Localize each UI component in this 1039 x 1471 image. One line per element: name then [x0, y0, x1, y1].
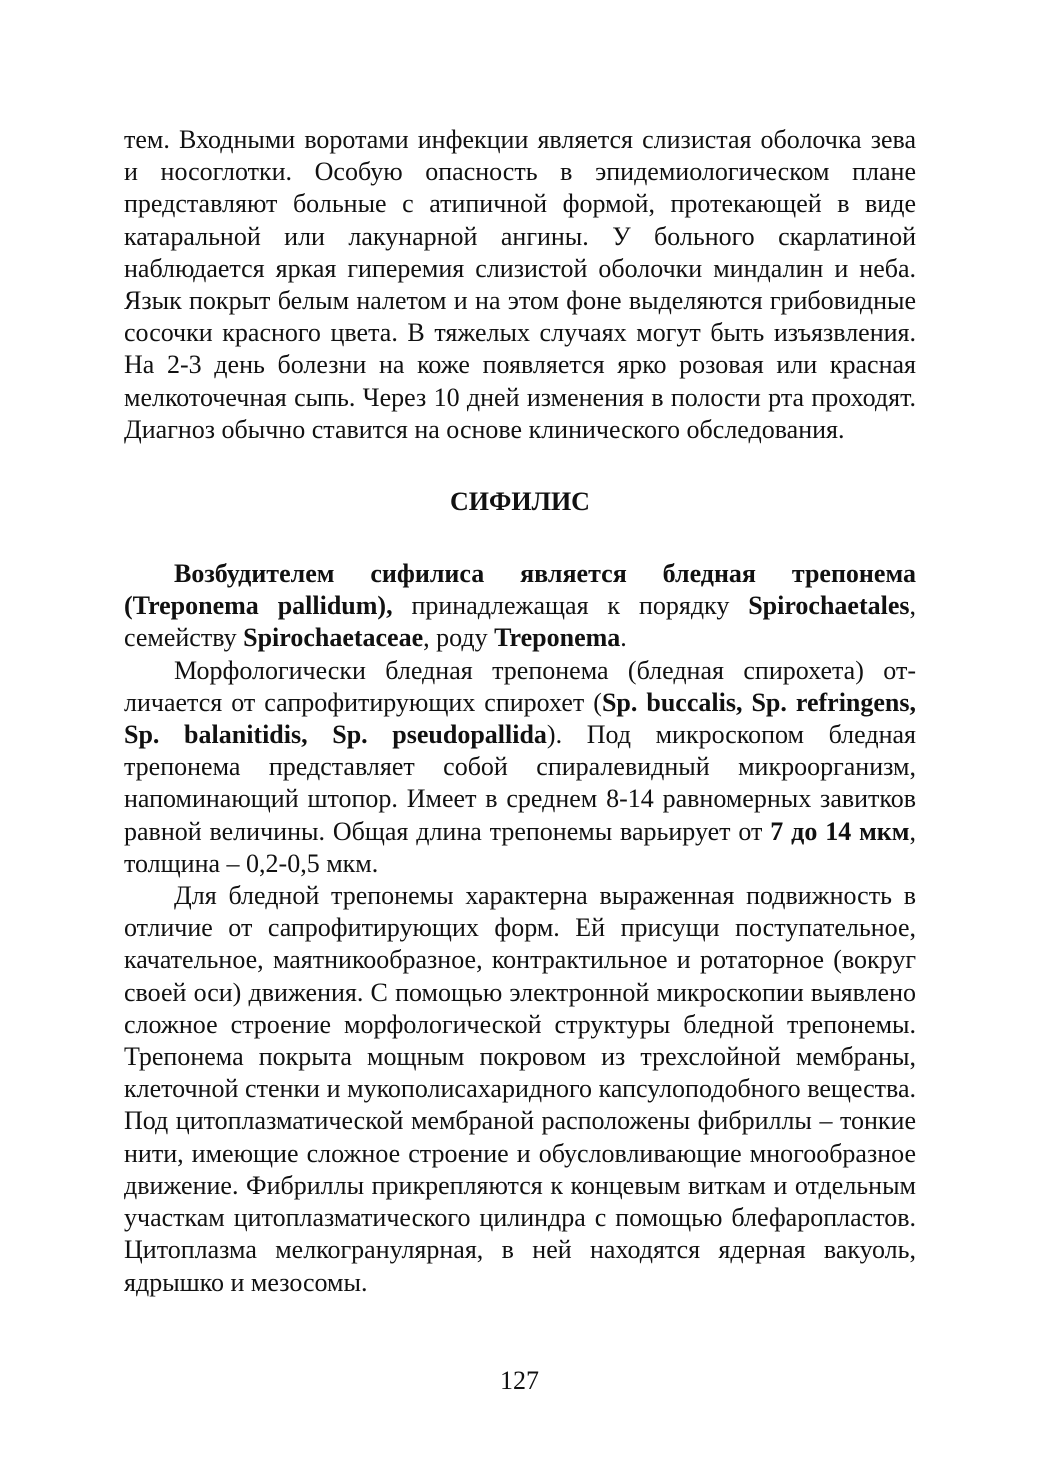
paragraph-scarlet-fever: тем. Входными воротами инфекции является слизистая оболочка зева и носоглотки. Особую опасность в эпидемиологическом плане представляют больные с атипичной формой, протекающей в виде катаральной или лакунарной ангины. У больного скарлатиной наблюдается яркая гиперемия слизистой оболочки миндалин и неба. Язык покрыт белым налетом и на этом фоне выделяются грибовидные сосочки красного цвета. В тяжелых случаях могут быть изъязвления. На 2-3 день болезни на коже появляется ярко розовая или красная мелкоточечная сыпь. Через 10 дней изменения в полости рта проходят. Диагноз обычно ставится на основе клинического обследования.: [124, 125, 916, 444]
morphology-text-3: , толщина – 0,2-0,5 мкм.: [124, 816, 916, 878]
paragraph-morphology: [124, 655, 916, 880]
paragraph-end: .: [620, 623, 627, 653]
genus-prefix: , роду: [423, 623, 495, 653]
family-name: Spirochaetaceae: [243, 623, 424, 653]
paragraph-pathogen: [124, 558, 916, 655]
morphology-text-2: ). Под микроскопом бледная трепонема представляет собой спиралевидный микроорганизм, напоминающий штопор. Имеет в среднем 8-14 равномерных завитков равной величины. Общая длина трепонемы варьирует от: [124, 720, 916, 846]
length-range: 7 до 14 мкм: [770, 816, 910, 846]
spirochete-species: Sp. buccalis, Sp. refringens, Sp. balanitidis, Sp. pseudopallida: [124, 687, 917, 750]
section-heading-syphilis: СИФИЛИС: [450, 487, 590, 517]
page-number: 127: [500, 1366, 539, 1395]
order-name: Spirochaetales: [748, 591, 910, 621]
paragraph-motility: Для бледной трепонемы характерна выраженная подвижность в отличие от сапрофитирующих форм. Ей присущи поступательное, качательное, маятникообразное, контрактильное и ротаторное (вокруг своей оси) движения. С помощью электронной микроскопии выявлено сложное строение морфологической структуры бледной трепонемы. Трепонема покрыта мощным покровом из трехслойной мембраны, клеточной стенки и мукополисахаридного капсулоподобного вещества. Под цитоплазматической мембраной расположены фибриллы – тонкие нити, имеющие сложное строение и обусловливающие многообразное движение. Фибриллы прикрепляются к концевым виткам и отдельным участкам цитоплазматического цилиндра с помощью блефаропластов. Цитоплазма мелкогранулярная, в ней находятся ядерная вакуоль, ядрышко и мезосомы.: [124, 881, 916, 1297]
pathogen-intro-bold: Возбудителем сифилиса является бледная трепонема (Treponema pallidum),: [124, 559, 916, 621]
family-prefix: , семейству: [124, 591, 917, 653]
page-body: [124, 124, 916, 1299]
order-prefix: принадлежащая к порядку: [392, 591, 749, 621]
genus-name: Treponema: [494, 623, 621, 653]
morphology-text-1: Морфологически бледная трепонема (бледная спирохета) отличается от сапрофитирующих спирохет (: [124, 655, 916, 717]
